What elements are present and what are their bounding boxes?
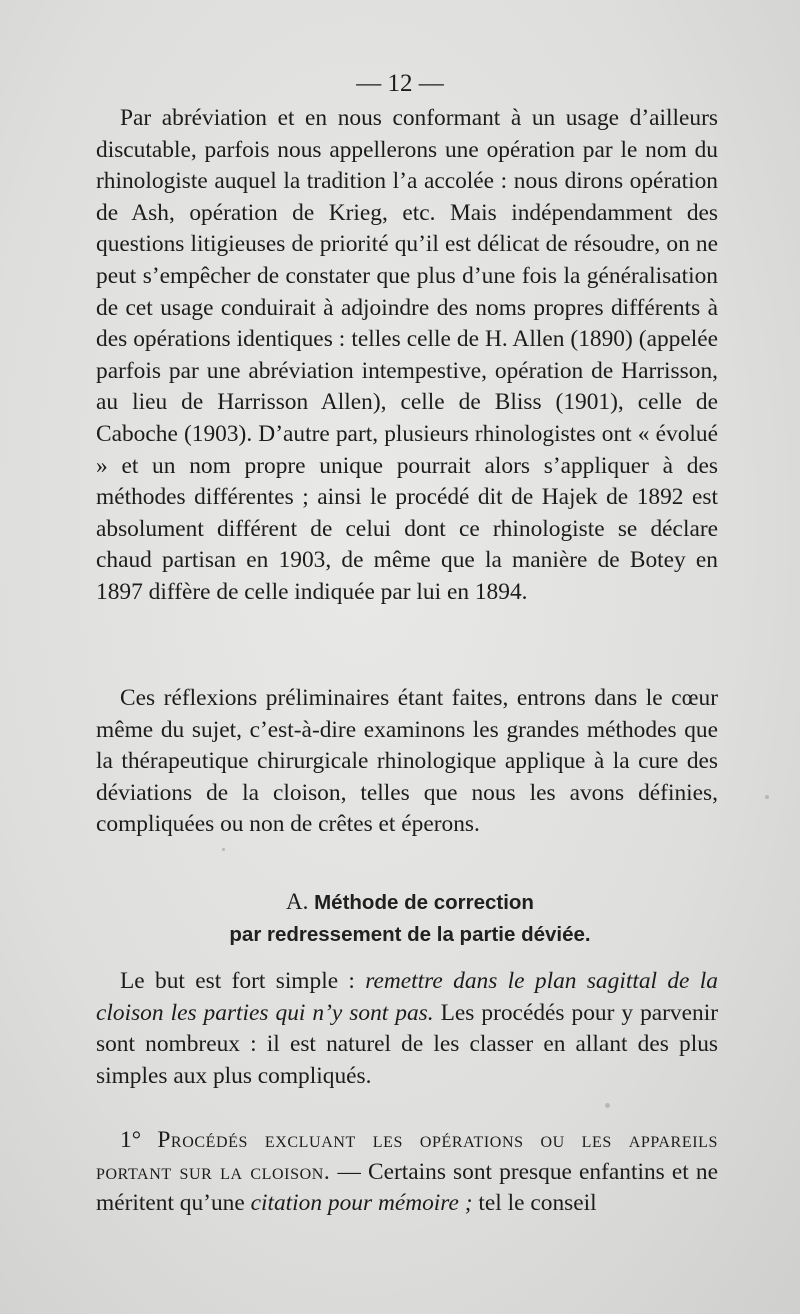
list-number: 1° <box>120 1127 158 1153</box>
section-heading <box>0 886 800 951</box>
paragraph-text <box>96 1125 718 1220</box>
text-body: — Certains sont presque enfantins et ne méritent qu’une <box>96 1158 718 1217</box>
paragraph-procedes <box>96 1125 718 1220</box>
section-letter: A. <box>286 889 309 914</box>
paragraph-but <box>96 966 718 1092</box>
paper-speck <box>222 848 225 851</box>
paper-speck <box>765 795 769 799</box>
paper-speck <box>605 1103 610 1108</box>
paragraph-reflexions <box>96 683 718 841</box>
text-rest: tel le conseil <box>472 1190 597 1217</box>
paragraph-text: Par abréviation et en nous conformant à un usage d’ailleurs discutable, parfois nous appellerons une opération par le nom du rhinologiste auquel la tradition l’a accolée : nous dirons opération de Ash, opération de Krieg, etc. Mais indépendamment des questions litigieuses de priorité qu’il est délicat de résoudre, on ne peut s’empêcher de constater que plus d’une fois la généralisation de cet usage conduirait à adjoindre des noms propres différents à des opérations identiques : telles celle de H. Allen (1890) (appelée parfois par une abréviation intempestive, opération de Harrisson, au lieu de Harrisson Allen), celle de Bliss (1901), celle de Caboche (1903). D’autre part, plusieurs rhinologistes ont « évolué » et un nom propre unique pourrait alors s’appliquer à des méthodes différentes ; ainsi le procédé dit de Hajek de 1892 est absolument différent de celui dont ce rhinologiste se déclare chaud partisan en 1903, de même que la manière de Botey en 1897 diffère de celle indiquée par lui en 1894. <box>96 105 718 605</box>
page-number: — 12 — <box>356 70 444 97</box>
subsection-title: Procédés excluant les opérations ou les appareils portant sur la cloison. <box>96 1127 718 1185</box>
paragraph-abbreviation <box>96 103 718 609</box>
text-italic: remettre dans le plan sagittal de la cloison les parties qui n’y sont pas. <box>96 968 718 1026</box>
section-title-line1: Méthode de correction <box>314 891 534 914</box>
section-heading-line1 <box>0 886 800 919</box>
section-title-line2: par redressement de la partie déviée. <box>229 923 591 946</box>
paragraph-text <box>96 966 718 1092</box>
text-rest: Les procédés pour y parvenir sont nombreux : il est naturel de les classer en allant des plus simples aux plus compliqués. <box>96 999 718 1089</box>
text-italic: citation pour mémoire ; <box>250 1190 473 1217</box>
paragraph-text: Ces réflexions préliminaires étant faites, entrons dans le cœur même du sujet, c’est-à-dire examinons les grandes méthodes que la thérapeutique chirurgicale rhinologique applique à la cure des déviations de la cloison, telles que nous les avons définies, compliquées ou non de crêtes et éperons. <box>96 685 718 838</box>
text-lead: Le but est fort simple : <box>120 968 366 994</box>
